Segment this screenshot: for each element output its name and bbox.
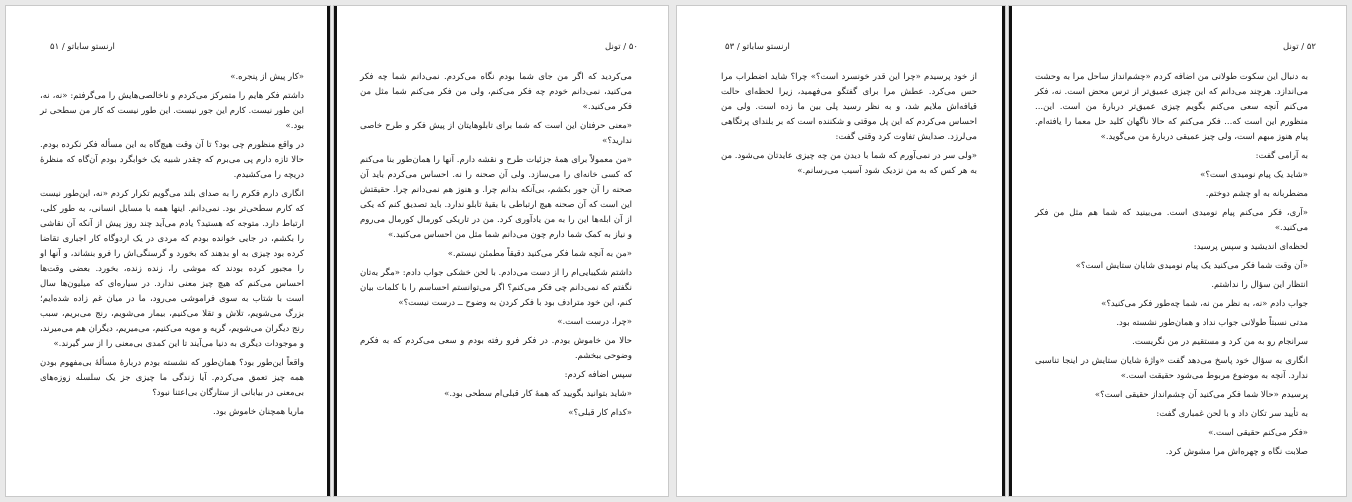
paragraph: لحظه‌ای اندیشید و سپس پرسید: bbox=[1193, 242, 1308, 252]
paragraph: سرانجام رو به من کرد و مستقیم در من نگریست. bbox=[1132, 337, 1308, 347]
paragraph: صلابت نگاه و چهره‌اش مرا مشوش کرد. bbox=[1165, 447, 1308, 457]
book-page-51 bbox=[6, 6, 330, 496]
page-header: ۵۲ / تونل bbox=[1283, 42, 1316, 52]
page-spine-shadow bbox=[334, 6, 337, 496]
page-header: ارنستو ساباتو / ۵۳ bbox=[725, 42, 790, 52]
paragraph: «شاید یک پیام نومیدی است؟» bbox=[1200, 170, 1308, 180]
paragraph: پرسیدم «حالا شما فکر می‌کنید آن چشم‌انداز حقیقی است؟» bbox=[1094, 390, 1308, 400]
paragraph: داشتم شکیبایی‌ام را از دست می‌دادم. با لحن خشکی جواب دادم: «مگر به‌تان نگفتم که نمی‌دانم چی فکر می‌کنم؟ اگر می‌توانستم احساسم را با کلمات بیان کنم، این خود مترادف بود با فکر کردن به وضوح ــ درست نیست؟» bbox=[360, 268, 632, 308]
paragraph: به تأیید سر تکان داد و با لحن غمباری گفت: bbox=[1156, 409, 1308, 419]
paragraph: داشتم فکر هایم را متمرکز می‌کردم و ناخالصی‌هایش را می‌گرفتم: «نه، نه، این طور نیست. کارم این جور نیست. این طور نیست که کار من سطحی تر بود.» bbox=[40, 91, 304, 131]
paragraph: «آری، فکر می‌کنم پیام نومیدی است. می‌بینید که شما هم مثل من فکر می‌کنید.» bbox=[1035, 208, 1308, 233]
paragraph: «چرا، درست است.» bbox=[557, 317, 632, 327]
paragraph: «من به آنچه شما فکر می‌کنید دقیقاً مطمئن نیستم.» bbox=[447, 249, 632, 259]
page-spine-shadow bbox=[327, 6, 330, 496]
paragraph: ماریا همچنان خاموش بود. bbox=[213, 407, 304, 417]
paragraph: «آن وقت شما فکر می‌کنید یک پیام نومیدی شایان ستایش است؟» bbox=[1075, 261, 1308, 271]
paragraph: «معنی حرفتان این است که شما برای تابلوهایتان از پیش فکر و طرح خاصی ندارید؟» bbox=[360, 121, 632, 146]
paragraph: واقعاً این‌طور بود؟ همان‌طور که نشسته بودم دربارهٔ مسألهٔ بی‌مفهوم بودن همه چیز تعمق می‌کردم. آیا زندگی ما چیزی جز یک سلسله زوزه‌های بی‌معنی در بیابانی از ستارگان بی‌اعتنا نبود؟ bbox=[40, 358, 304, 398]
paragraph: مضطربانه به او چشم دوختم. bbox=[1205, 189, 1308, 199]
paragraph: مدتی نسبتاً طولانی جواب نداد و همان‌طور نشسته بود. bbox=[1116, 318, 1308, 328]
page-body bbox=[40, 70, 304, 424]
book-page-53 bbox=[677, 6, 1005, 496]
paragraph: از خود پرسیدم «چرا این قدر خونسرد است؟» چرا؟ شاید اضطراب مرا حس می‌کرد. عطش مرا برای گفتگو می‌فهمید، زیرا لحظه‌ای حالت قیافه‌اش ملایم شد، و به نظر رسید پلی بین ما زده است. ولی من احساس می‌کردم که این پل موقتی و شکننده است که بر بلندای پرتگاهی می‌لرزد. صدایش تفاوت کرد وقتی گفت: bbox=[721, 72, 977, 142]
paragraph: «شاید بتوانید بگویید که همهٔ کار قبلی‌ام سطحی بود.» bbox=[444, 389, 632, 399]
page-body bbox=[360, 70, 632, 425]
paragraph: انگاری دارم فکرم را به صدای بلند می‌گویم تکرار کردم «نه، این‌طور نیست که کارم سطحی‌تر بود. نمی‌دانم. اینها همه با مسایل انسانی، به طور کلی، ارتباط دارد. متوجه که هستید؟ یادم می‌آید چند روز پیش از آنکه آن نقاشی را بکشم، در جایی خوانده بودم که مردی در یک اردوگاه کار اجباری تقاضا کرده بود چیزی به او بدهند که بخورد و گرسنگی‌اش را فرو بنشاند، و آنها او را مجبور کرده بودند که موشی را، زنده زنده، بخورد. بعضی وقت‌ها احساس می‌کنم که هیچ چیز معنی ندارد. در سیاره‌ای که میلیون‌ها سال است با شتاب به سوی فراموشی می‌رود، ما در میان غم زاده شده‌ایم؛ بزرگ می‌شویم، تلاش و تقلا می‌کنیم، بیمار می‌شویم، رنج می‌بریم، سبب رنج دیگران می‌شویم، گریه و مویه می‌کنیم، می‌میریم، دیگران هم می‌میرند، و موجودات دیگری به دنیا می‌آیند تا این کمدی بی‌معنی را از سر گیرند.» bbox=[40, 189, 304, 349]
paragraph: سپس اضافه کردم: bbox=[564, 370, 632, 380]
book-page-50 bbox=[334, 6, 668, 496]
page-header: ۵۰ / تونل bbox=[605, 42, 638, 52]
page-header: ارنستو ساباتو / ۵۱ bbox=[50, 42, 115, 52]
paragraph: انتظار این سؤال را نداشتم. bbox=[1211, 280, 1308, 290]
paragraph: می‌کردید که اگر من جای شما بودم نگاه می‌کردم. نمی‌دانم شما چه فکر می‌کنید، نمی‌دانم خودم چه فکر می‌کنم، ولی من فکر می‌کنم شما مثل من فکر می‌کنید.» bbox=[360, 72, 632, 112]
paragraph: «کدام کار قبلی؟» bbox=[568, 408, 632, 418]
paragraph: جواب دادم «نه، به نظر من نه، شما چه‌طور فکر می‌کنید؟» bbox=[1101, 299, 1308, 309]
page-body bbox=[1035, 70, 1308, 464]
paragraph: «فکر می‌کنم حقیقی است.» bbox=[1208, 428, 1308, 438]
page-spine-shadow bbox=[1009, 6, 1012, 496]
paragraph: به آرامی گفت: bbox=[1255, 151, 1308, 161]
page-spine-shadow bbox=[1002, 6, 1005, 496]
book-page-52 bbox=[1009, 6, 1346, 496]
paragraph: به دنبال این سکوت طولانی من اضافه کردم «چشم‌انداز ساحل مرا به وحشت می‌اندازد. هرچند می‌دانم که این چیزی عمیق‌تر از ترس محض است. نه، فکر می‌کنم آنچه سعی می‌کنم بگویم چیزی عمیق‌تر دربارهٔ من است. این... منظورم این است که... فکر می‌کنم که حالا ناگهان کلید حل معما را یافته‌ام. پیام هنوز مبهم است، ولی چیز عمیقی دربارهٔ من می‌گوید.» bbox=[1035, 72, 1308, 142]
paragraph: «ولی سر در نمی‌آورم که شما با دیدن من چه چیزی عایدتان می‌شود. من به هر کس که به من نزدیک شود آسیب می‌رسانم.» bbox=[721, 151, 977, 176]
paragraph: «من معمولاً برای همهٔ جزئیات طرح و نقشه دارم. آنها را همان‌طور بنا می‌کنم که کسی خانه‌ای را می‌سازد. ولی آن صحنه را نه. احساس می‌کردم باید آن صحنه را آن جور بکشم، بی‌آنکه بدانم چرا. و هنوز هم نمی‌دانم چرا. حقیقتش این است که آن صحنه هیچ ارتباطی با بقیهٔ تابلو ندارد. باید تصدیق کنم که یکی از آن ابله‌ها این را به من یادآوری کرد. من در تاریکی کورمال کورمال می‌روم و نیاز به کمک شما دارم چون می‌دانم شما مثل من احساس می‌کنید.» bbox=[360, 155, 632, 240]
paragraph: انگاری به سؤال خود پاسخ می‌دهد گفت «واژهٔ شایان ستایش در اینجا تناسبی ندارد. آنچه به موضوع مربوط می‌شود حقیقت است.» bbox=[1035, 356, 1308, 381]
paragraph: «کار پیش از پنجره.» bbox=[230, 72, 304, 82]
page-body bbox=[721, 70, 977, 183]
paragraph: حالا من خاموش بودم. در فکر فرو رفته بودم و سعی می‌کردم که به فکرم وضوحی ببخشم. bbox=[360, 336, 632, 361]
paragraph: در واقع منظورم چی بود؟ تا آن وقت هیچ‌گاه به این مسأله فکر نکرده بودم. حالا تازه دارم پی می‌برم که چقدر شبیه یک خوابگرد بودم آن‌گاه که منظرهٔ دریچه را می‌کشیدم. bbox=[40, 140, 304, 180]
